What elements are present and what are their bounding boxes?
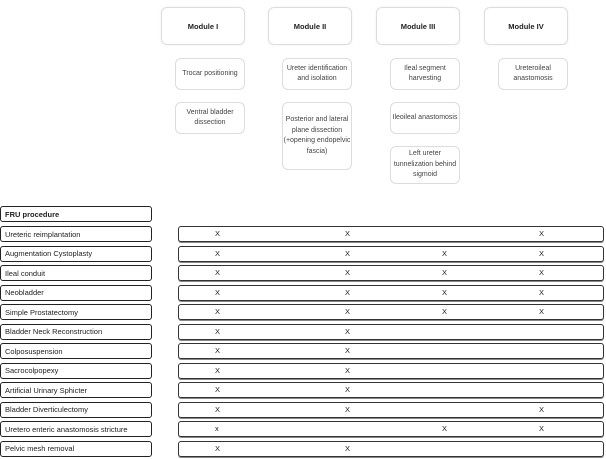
procedure-label: Bladder Neck Reconstruction [0, 324, 152, 340]
module-mark: X [215, 248, 221, 258]
module-row [178, 304, 604, 320]
module-row [178, 226, 604, 242]
module-mark: X [442, 248, 448, 258]
module-box: Module I [161, 7, 245, 45]
module-row [178, 343, 604, 359]
module-mark: X [345, 326, 351, 336]
module-mark: X [215, 365, 221, 375]
module-row [178, 246, 604, 262]
procedure-label: Uretero enteric anastomosis stricture [0, 421, 152, 437]
module-mark: X [215, 443, 221, 453]
module-mark: X [345, 365, 351, 375]
module-step: Ureteroileal anastomosis [498, 58, 568, 90]
module-step: Posterior and lateral plane dissection (+opening endopelvic fascia) [282, 102, 352, 170]
module-mark: X [539, 248, 545, 258]
module-row [178, 324, 604, 340]
module-mark: X [215, 229, 221, 238]
procedure-label: Colposuspension [0, 343, 152, 359]
module-row [178, 363, 604, 379]
module-mark: X [539, 268, 545, 277]
module-box: Module IV [484, 7, 568, 45]
module-mark: X [345, 385, 351, 394]
module-mark: X [345, 443, 351, 453]
procedure-label: Ureteric reimplantation [0, 226, 152, 242]
module-mark: X [215, 287, 221, 297]
module-mark: X [345, 248, 351, 258]
module-mark: X [539, 307, 545, 316]
table-header: FRU procedure [0, 206, 152, 222]
module-mark: X [215, 268, 221, 277]
module-row [178, 402, 604, 418]
module-mark: X [345, 229, 351, 238]
module-mark: X [345, 346, 351, 355]
module-step: Left ureter tunnelization behind sigmoid [390, 146, 460, 184]
module-mark: x [215, 424, 219, 433]
module-box: Module II [268, 7, 352, 45]
module-row [178, 265, 604, 281]
module-mark: X [215, 307, 221, 316]
procedure-label: Pelvic mesh removal [0, 441, 152, 457]
module-mark: X [442, 307, 448, 316]
module-mark: X [345, 268, 351, 277]
module-mark: X [215, 326, 221, 336]
module-row [178, 441, 604, 457]
module-step: Ureter identification and isolation [282, 58, 352, 90]
module-step: Trocar positioning [175, 58, 245, 90]
module-mark: X [539, 424, 545, 433]
module-mark: X [539, 404, 545, 414]
module-mark: X [345, 307, 351, 316]
module-step: Ventral bladder dissection [175, 102, 245, 134]
procedure-label: Neobladder [0, 285, 152, 301]
module-row [178, 382, 604, 398]
module-mark: X [442, 424, 448, 433]
module-mark: X [345, 287, 351, 297]
module-mark: X [442, 268, 448, 277]
module-mark: X [442, 287, 448, 297]
module-step: Ileal segment harvesting [390, 58, 460, 90]
module-mark: X [215, 404, 221, 414]
module-mark: X [215, 385, 221, 394]
module-step: Ileoileal anastomosis [390, 102, 460, 134]
module-mark: X [539, 229, 545, 238]
module-mark: X [345, 404, 351, 414]
module-row [178, 421, 604, 437]
module-mark: X [215, 346, 221, 355]
procedure-label: Augmentation Cystoplasty [0, 246, 152, 262]
procedure-label: Bladder Diverticulectomy [0, 402, 152, 418]
procedure-label: Simple Prostatectomy [0, 304, 152, 320]
procedure-label: Sacrocolpopexy [0, 363, 152, 379]
procedure-label: Ileal conduit [0, 265, 152, 281]
module-mark: X [539, 287, 545, 297]
module-row [178, 285, 604, 301]
procedure-label: Artificial Urinary Sphicter [0, 382, 152, 398]
module-box: Module III [376, 7, 460, 45]
